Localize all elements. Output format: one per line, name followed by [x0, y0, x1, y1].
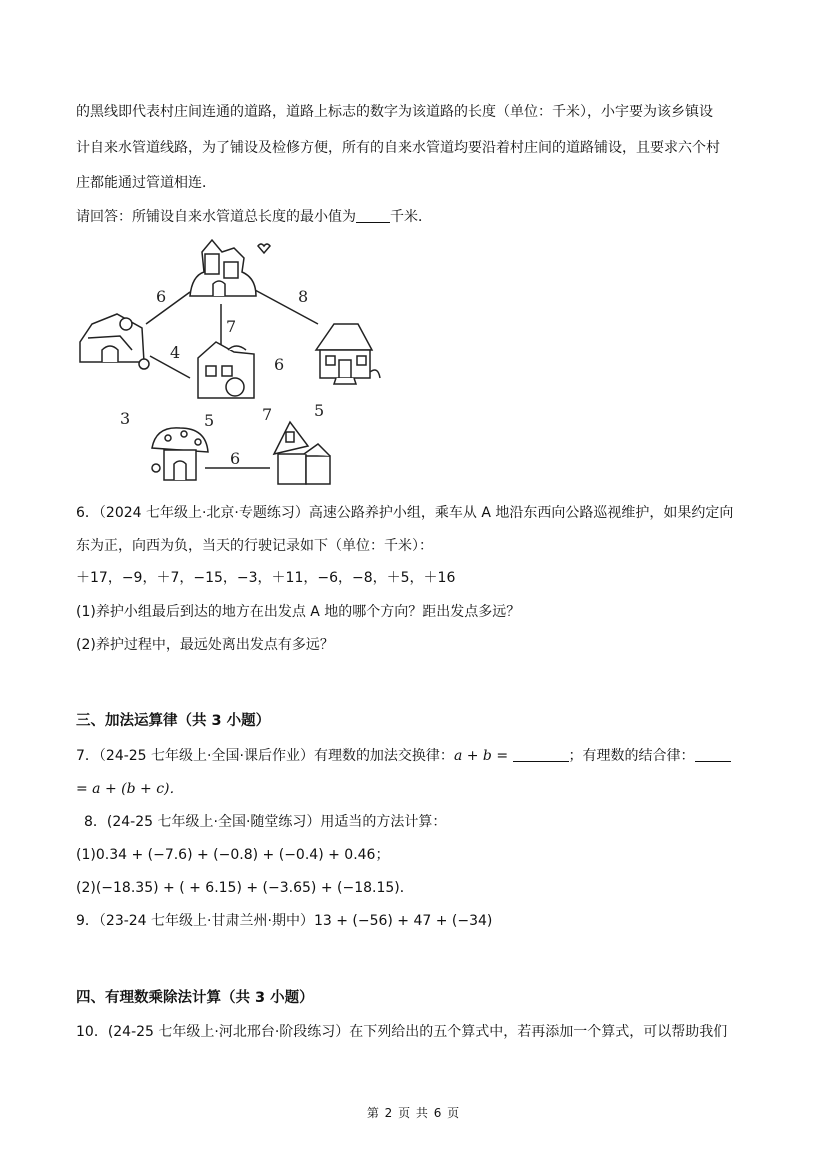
page-footer: 第 2 页 共 6 页	[366, 1106, 461, 1120]
road-castle-house1	[146, 292, 190, 324]
road-length-label: 3	[120, 409, 131, 428]
road-length-label: 7	[226, 317, 237, 336]
q6-sub-1: (1)养护小组最后到达的地方在出发点 A 地的哪个方向？距出发点多远？	[76, 604, 521, 620]
q5-line-2: 计自来水管道线路，为了铺设及检修方便，所有的自来水管道均要沿着村庄间的道路铺设，且要求六个村	[76, 140, 720, 156]
house1-village-icon	[80, 314, 149, 369]
road-length-label: 5	[314, 401, 325, 420]
q5-question-prefix: 请回答：所铺设自来水管道总长度的最小值为	[76, 209, 356, 225]
road-length-label: 6	[156, 287, 167, 306]
q7-expr-2: = a + (b + c)．	[76, 781, 184, 797]
q10-line-1: 10．(24-25 七年级上·河北邢台·阶段练习）在下列给出的五个算式中，若再添加一个算式，可以帮助我们	[76, 1024, 728, 1040]
house3-village-icon	[316, 324, 380, 384]
q8-sub-1: (1)0.34 + (−7.6) + (−0.8) + (−0.4) + 0.46；	[76, 847, 390, 863]
answer-blank	[513, 747, 569, 762]
q7-prefix: 7．（24-25 七年级上·全国·课后作业）有理数的加法交换律：	[76, 748, 454, 764]
q6-line-2: 东为正，向西为负，当天的行驶记录如下（单位：千米）：	[76, 538, 433, 554]
q6-line-1: 6．（2024 七年级上·北京·专题练习）高速公路养护小组，乘车从 A 地沿东西向公路巡视维护，如果约定向	[76, 505, 734, 521]
q5-line-1: 的黑线即代表村庄间连通的道路，道路上标志的数字为该道路的长度（单位：千米），小宇要为该乡镇设	[76, 104, 713, 120]
q9-line-1: 9．（23-24 七年级上·甘肃兰州·期中）13 + (−56) + 47 + (−34)	[76, 913, 493, 929]
road-castle-house3	[255, 290, 318, 324]
q5-question	[76, 207, 432, 227]
road-length-label: 6	[230, 449, 241, 468]
q5-line-3: 庄都能通过管道相连．	[76, 175, 216, 191]
road-length-label: 5	[204, 411, 215, 430]
road-length-label: 7	[262, 405, 273, 424]
center-house-village-icon	[198, 342, 254, 398]
answer-blank	[695, 747, 731, 762]
q5-question-suffix: 千米．	[390, 209, 432, 225]
q8-sub-2: (2)(−18.35) + ( + 6.15) + (−3.65) + (−18.15)．	[76, 880, 414, 896]
castle-village-icon	[190, 240, 270, 296]
q6-sub-2: (2)养护过程中，最远处离出发点有多远？	[76, 637, 334, 653]
q7-expr-1: a + b =	[453, 748, 509, 764]
village-road-figure	[72, 232, 382, 492]
section-3-title: 三、加法运算律（共 3 小题）	[76, 713, 271, 729]
road-length-label: 4	[170, 343, 181, 362]
q7-line-1	[76, 746, 731, 766]
q6-record: ＋17，−9，＋7，−15，−3，＋11，−6，−8，＋5，＋16	[76, 570, 456, 586]
q8-line-1: 8．(24-25 七年级上·全国·随堂练习）用适当的方法计算：	[84, 814, 447, 830]
q7-mid: ；有理数的结合律：	[568, 748, 695, 764]
section-4-title: 四、有理数乘除法计算（共 3 小题）	[76, 990, 314, 1006]
road-length-label: 8	[298, 287, 309, 306]
house5-village-icon	[274, 422, 330, 484]
answer-blank	[356, 208, 390, 223]
road-length-label: 6	[274, 355, 285, 374]
mushroom-village-icon	[152, 428, 208, 480]
